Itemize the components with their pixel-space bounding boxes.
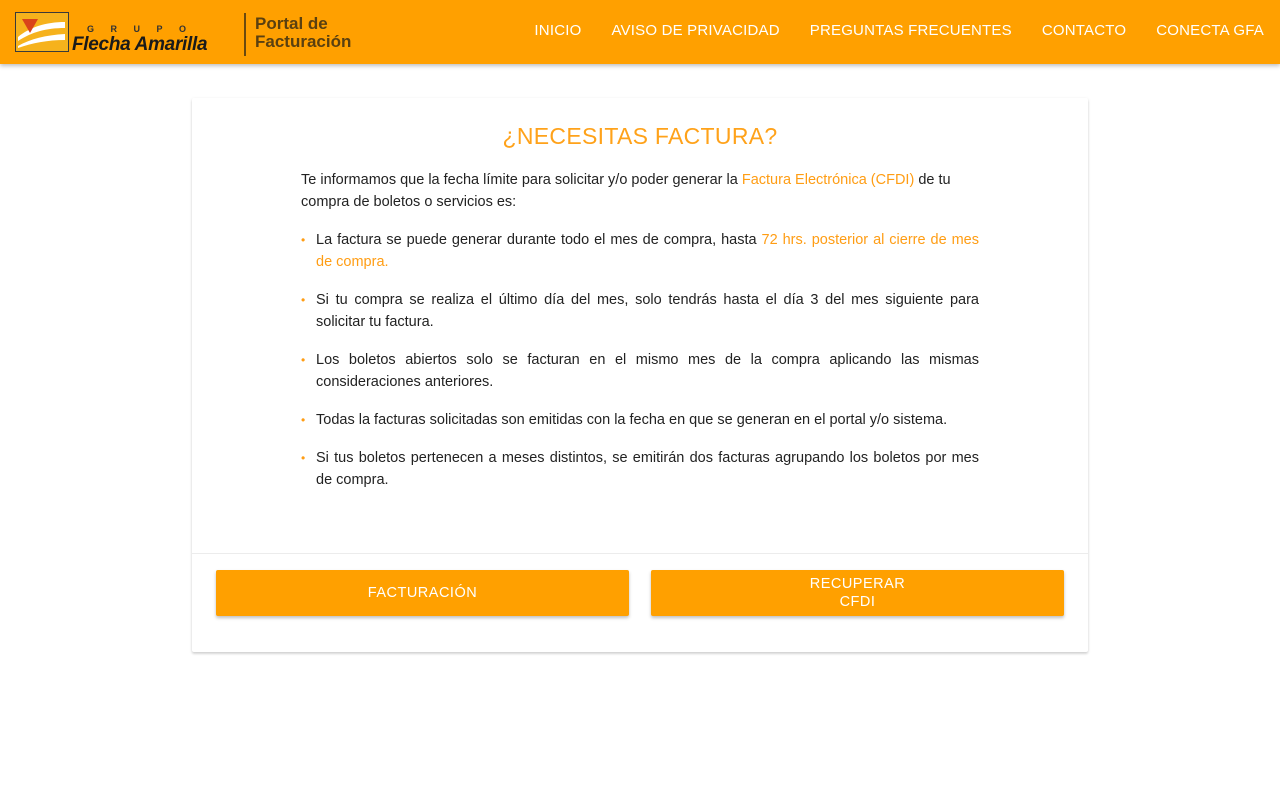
rule-text: Todas la facturas solicitadas son emitidas con la fecha en que se generan en el portal y/o sistema. xyxy=(316,412,948,428)
top-navbar xyxy=(0,0,1280,64)
facturacion-button-label: FACTURACIÓN xyxy=(367,585,478,601)
recuperar-cfdi-button-label: RECUPERAR CFDI xyxy=(809,576,906,610)
bullet-icon: • xyxy=(301,293,306,307)
rule-highlight: 72 hrs. posterior al cierre de mes de compra. xyxy=(316,232,979,270)
rules-list xyxy=(301,229,979,491)
recuperar-cfdi-button[interactable] xyxy=(651,570,1064,616)
rule-item xyxy=(301,447,979,491)
bullet-icon: • xyxy=(301,353,306,367)
rule-text: Los boletos abiertos solo se facturan en el mismo mes de la compra aplicando las mismas consideraciones anteriores. xyxy=(316,352,979,390)
bullet-icon: • xyxy=(301,233,306,247)
facturacion-button[interactable] xyxy=(216,570,629,616)
card-divider xyxy=(192,553,1088,554)
bullet-icon: • xyxy=(301,451,306,465)
intro-paragraph xyxy=(301,169,979,213)
card-title: ¿NECESITAS FACTURA? xyxy=(502,123,778,149)
main-nav xyxy=(534,22,1264,39)
rule-text: Si tus boletos pertenecen a meses distintos, se emitirán dos facturas agrupando los boletos por mes de compra. xyxy=(316,450,979,488)
rule-item xyxy=(301,409,979,431)
portal-title-line2: Facturación xyxy=(255,32,352,51)
rule-item xyxy=(301,349,979,393)
nav-preguntas-frecuentes[interactable]: PREGUNTAS FRECUENTES xyxy=(809,22,1012,39)
rule-text: Si tu compra se realiza el último día del mes, solo tendrás hasta el día 3 del mes siguiente para solicitar tu factura. xyxy=(316,292,979,330)
nav-aviso-de-privacidad[interactable]: AVISO DE PRIVACIDAD xyxy=(611,22,780,39)
nav-contacto[interactable]: CONTACTO xyxy=(1041,22,1127,39)
bullet-icon: • xyxy=(301,413,306,427)
cfdi-highlight: Factura Electrónica (CFDI) xyxy=(741,172,915,188)
flecha-emblem-icon xyxy=(15,12,69,52)
portal-title xyxy=(255,15,351,51)
rule-text: La factura se puede generar durante todo el mes de compra, hasta xyxy=(316,232,762,248)
logo-grupo-text: GRUPO xyxy=(87,24,203,34)
nav-conecta-gfa[interactable]: CONECTA GFA xyxy=(1156,22,1264,39)
rule-item xyxy=(301,229,979,273)
logo-brand-text: Flecha Amarilla xyxy=(72,34,208,55)
intro-text-before: Te informamos que la fecha límite para solicitar y/o poder generar la xyxy=(301,172,742,188)
grupo-flecha-amarilla-logo[interactable] xyxy=(15,11,360,57)
nav-inicio[interactable]: INICIO xyxy=(534,22,582,39)
logo-divider xyxy=(244,13,246,56)
card-body xyxy=(301,169,979,507)
factura-info-card xyxy=(192,98,1088,652)
portal-title-line1: Portal de xyxy=(255,14,328,33)
rule-item xyxy=(301,289,979,333)
intro-text-after: de tu compra de boletos o servicios es: xyxy=(301,172,951,210)
